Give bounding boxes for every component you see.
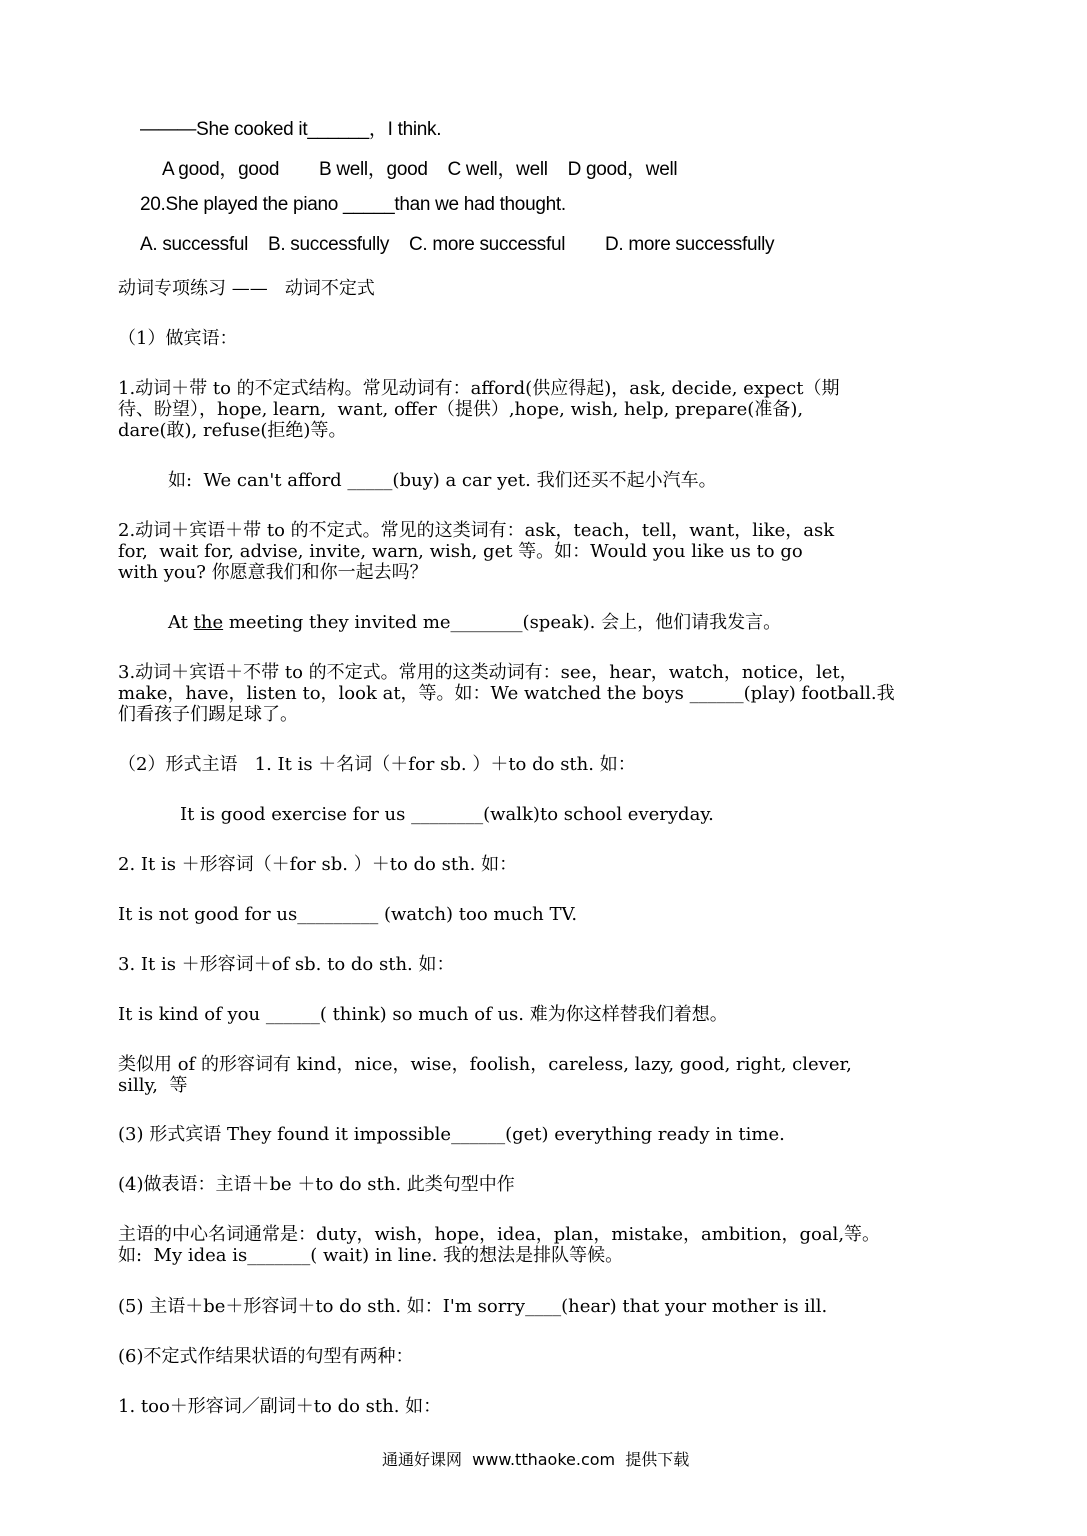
answer-line-19: ———She cooked it______，I think. <box>140 119 442 140</box>
rule-3-line-2: make，have，listen to，look at，等。如：We watched the boys ______(play) football.我 <box>118 683 895 704</box>
predicative-line-2: 主语的中心名词通常是：duty，wish，hope，idea，plan，mistake，ambition，goal,等。 <box>118 1224 881 1245</box>
rule-1-line-2: 待、盼望），hope, learn, want, offer（提供）,hope, wish, help, prepare(准备), <box>118 399 804 420</box>
page-footer: 通通好课网 www.tthaoke.com 提供下载 <box>382 1450 690 1469</box>
example-watch: It is not good for us_________ (watch) too much TV. <box>118 904 578 925</box>
rule-2-line-3: with you? 你愿意我们和你一起去吗？ <box>118 562 428 583</box>
rule-1-line-1: 1.动词＋带 to 的不定式结构。常见动词有：afford(供应得起)，ask, decide, expect（期 <box>118 378 840 399</box>
heading-formal-subject: （2）形式主语 1. It is ＋名词（＋for sb. ）＋to do sth. 如： <box>118 754 636 775</box>
options-19: A good，good B well，good C well，well D good，well <box>162 159 678 180</box>
rule-6: (6)不定式作结果状语的句型有两种： <box>118 1346 414 1367</box>
adjective-list-line-1: 类似用 of 的形容词有 kind，nice，wise，foolish，careless, lazy, good, right, clever, <box>118 1054 852 1075</box>
rule-it-adj: 2. It is ＋形容词（＋for sb. ）＋to do sth. 如： <box>118 854 518 875</box>
section-title: 动词专项练习 —— 动词不定式 <box>118 278 375 299</box>
rule-it-of: 3. It is ＋形容词＋of sb. to do sth. 如： <box>118 954 455 975</box>
rule-3-line-3: 们看孩子们踢足球了。 <box>118 704 298 725</box>
example-2-part-a: At <box>168 612 194 633</box>
rule-1-line-3: dare(敢), refuse(拒绝)等。 <box>118 420 347 441</box>
heading-object: （1）做宾语： <box>118 328 238 349</box>
underlined-word: the <box>193 612 224 633</box>
rule-2-line-1: 2.动词＋宾语＋带 to 的不定式。常见的这类词有：ask，teach，tell，want，like，ask <box>118 520 835 541</box>
example-wait: 如: My idea is_______( wait) in line. 我的想法是排队等候。 <box>118 1245 624 1266</box>
example-think: It is kind of you ______( think) so much of us. 难为你这样替我们着想。 <box>118 1004 728 1025</box>
adjective-list-line-2: silly, 等 <box>118 1075 188 1096</box>
options-20: A. successful B. successfully C. more successful D. more successfully <box>140 234 775 255</box>
rule-2-line-2: for, wait for, advise, invite, warn, wish, get 等。如：Would you like us to go <box>118 541 803 562</box>
rule-5: (5) 主语＋be＋形容词＋to do sth. 如：I'm sorry____(hear) that your mother is ill. <box>118 1296 828 1317</box>
rule-3-line-1: 3.动词＋宾语＋不带 to 的不定式。常用的这类动词有：see，hear，watch，notice，let， <box>118 662 858 683</box>
example-walk: It is good exercise for us ________(walk)to school everyday. <box>180 804 714 825</box>
example-1: 如: We can't afford _____(buy) a car yet. 我们还买不起小汽车。 <box>168 470 717 491</box>
example-2 <box>168 612 781 633</box>
predicative: (4)做表语：主语＋be ＋to do sth. 此类句型中作 <box>118 1174 515 1195</box>
example-2-part-c: meeting they invited me________(speak). 会上，他们请我发言。 <box>223 612 782 633</box>
formal-object: (3) 形式宾语 They found it impossible______(get) everything ready in time. <box>118 1124 785 1145</box>
rule-6-1: 1. too＋形容词／副词＋to do sth. 如： <box>118 1396 442 1417</box>
question-20: 20.She played the piano _____than we had thought. <box>140 194 566 215</box>
